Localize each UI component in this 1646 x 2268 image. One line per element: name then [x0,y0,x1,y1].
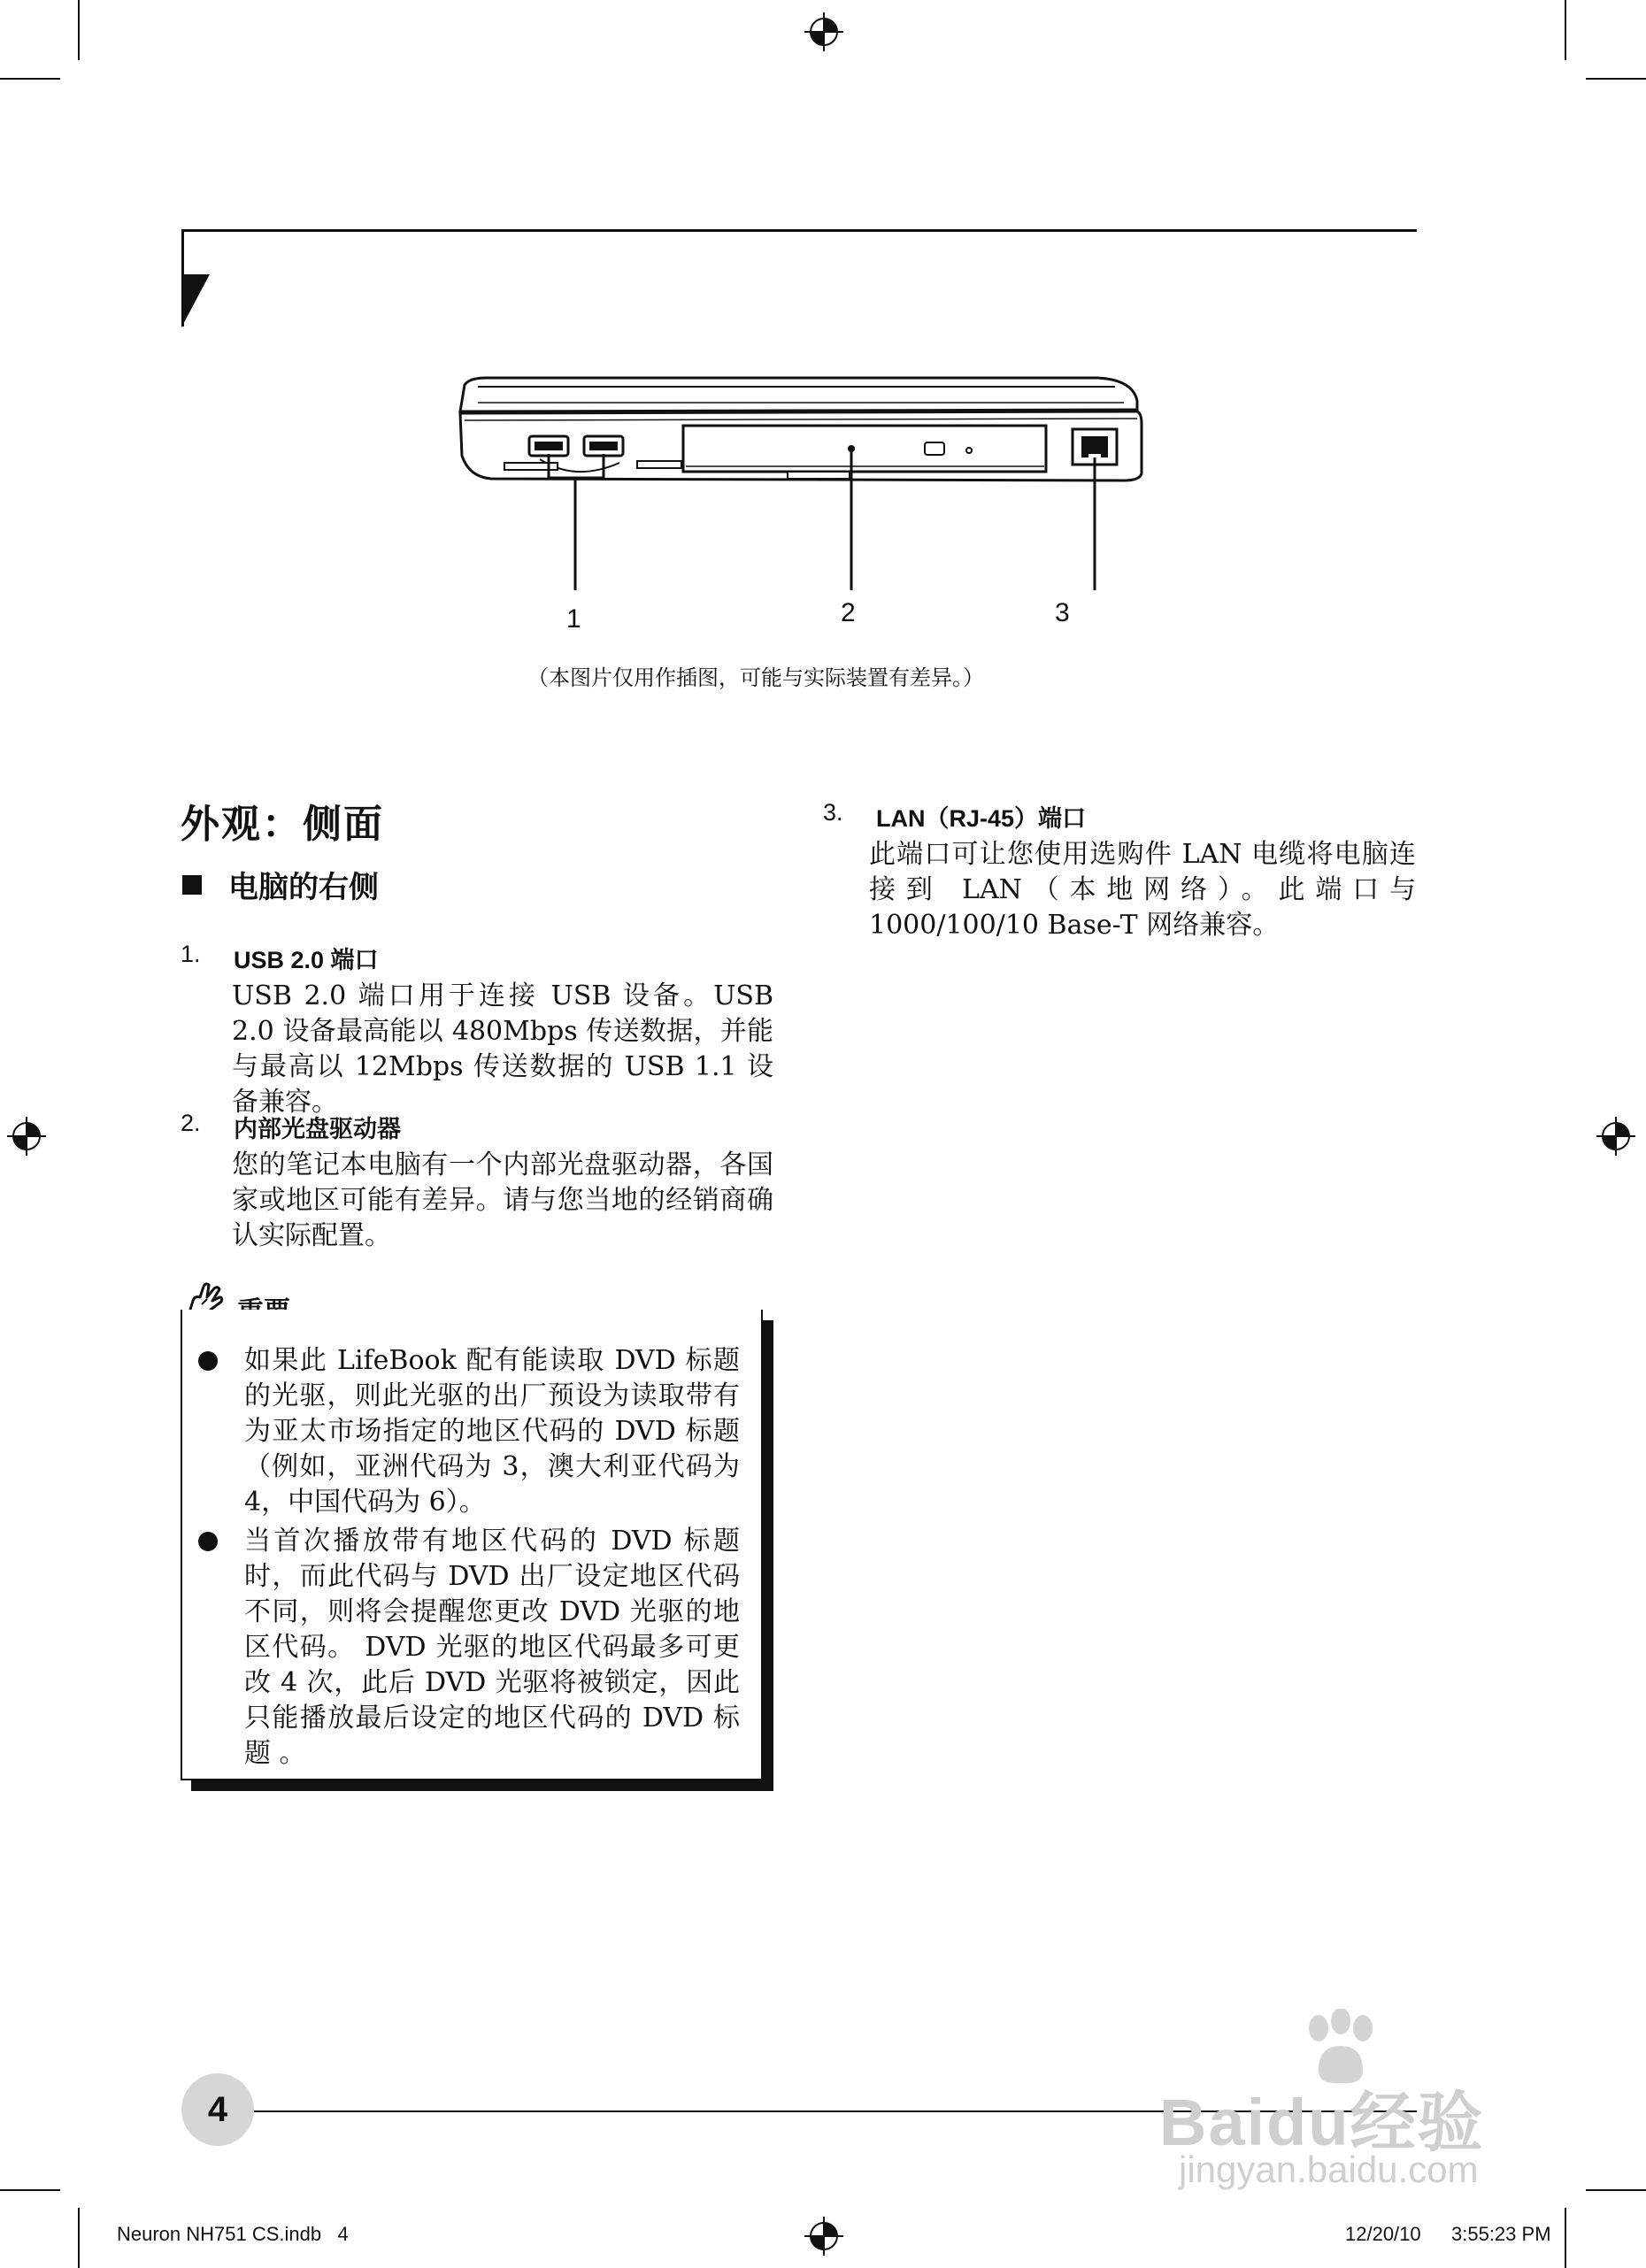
crop-mark [1565,2208,1566,2268]
list-item-number: 3. [823,799,843,826]
registration-mark-icon [804,2217,843,2256]
bullet-dot-icon [198,1351,218,1371]
list-item-body: 此端口可让您使用选购件 LAN 电缆将电脑连接到 LAN（本地网络）。此端口与 1000/100/10 Base-T 网络兼容。 [869,839,1416,941]
section-title: 外观：侧面 [181,803,384,846]
note-bullet-text: 如果此 LifeBook 配有能读取 DVD 标题的光驱，则此光驱的出厂预设为读取带有为亚太市场指定的地区代码的 DVD 标题（例如，亚洲代码为 3，澳大利亚代码为 4，中国代码为 6）。 [244,1345,740,1518]
callout-number: 1 [566,604,581,634]
registration-mark-icon [7,1117,46,1156]
footer-date: 12/20/10 [1345,2223,1421,2245]
page-number [181,2073,254,2146]
footer-file: Neuron NH751 CS.indb 4 [117,2223,349,2245]
note-bullet [198,1524,740,1772]
footer-time: 3:55:23 PM [1451,2223,1551,2245]
crop-mark [78,0,80,60]
bullet-dot-icon [198,1532,218,1551]
list-item [823,799,1416,943]
list-item-body: USB 2.0 端口用于连接 USB 设备。USB 2.0 设备最高能以 480Mbps 传送数据，并能与最高以 12Mbps 传送数据的 USB 1.1 设备兼容。 [232,980,773,1118]
subsection-label: 电脑的右侧 [228,871,379,904]
square-bullet-icon [182,875,202,895]
list-item-number: 1. [181,941,201,967]
laptop-right-side-figure [442,367,1150,633]
list-item-body: 您的笔记本电脑有一个内部光盘驱动器，各国家或地区可能有差异。请与您当地的经销商确认实际配置。 [232,1149,773,1251]
list-item-number: 2. [181,1110,201,1136]
watermark [1159,2009,1531,2195]
registration-mark-icon [804,12,843,51]
registration-mark-icon [1596,1117,1635,1156]
callout-number: 3 [1055,598,1070,627]
subsection-title [182,863,379,906]
crop-mark [0,78,60,80]
watermark-url: jingyan.baidu.com [1179,2149,1479,2190]
watermark-text: Baidu经验 [1159,2086,1485,2159]
crop-mark [1586,78,1646,80]
list-item-label: 内部光盘驱动器 [234,1116,401,1142]
crop-mark [78,2208,80,2268]
figure-caption: （本图片仅用作插图，可能与实际装置有差异。） [527,665,984,690]
note-bullet [198,1343,740,1520]
header-rule [181,229,1417,232]
crop-mark [1565,0,1566,60]
note-box [181,1310,763,1780]
list-item-label: LAN（RJ-45）端口 [876,805,1087,832]
list-item [181,1110,773,1254]
list-item-label: USB 2.0 端口 [234,947,379,973]
crop-mark [0,2189,60,2191]
crop-mark [1586,2189,1646,2191]
page-number-text: 4 [207,2089,228,2129]
note-bullet-text: 当首次播放带有地区代码的 DVD 标题时，而此代码与 DVD 出厂设定地区代码不同，则将会提醒您更改 DVD 光驱的地区代码。 DVD 光驱的地区代码最多可更改 4 次，此后 DVD 光驱将被锁定，因此只能播放最后设定的地区代码的 DVD 标题 。 [244,1526,740,1769]
header-triangle-icon [181,265,217,329]
callout-number: 2 [841,598,856,627]
list-item [181,941,773,1120]
